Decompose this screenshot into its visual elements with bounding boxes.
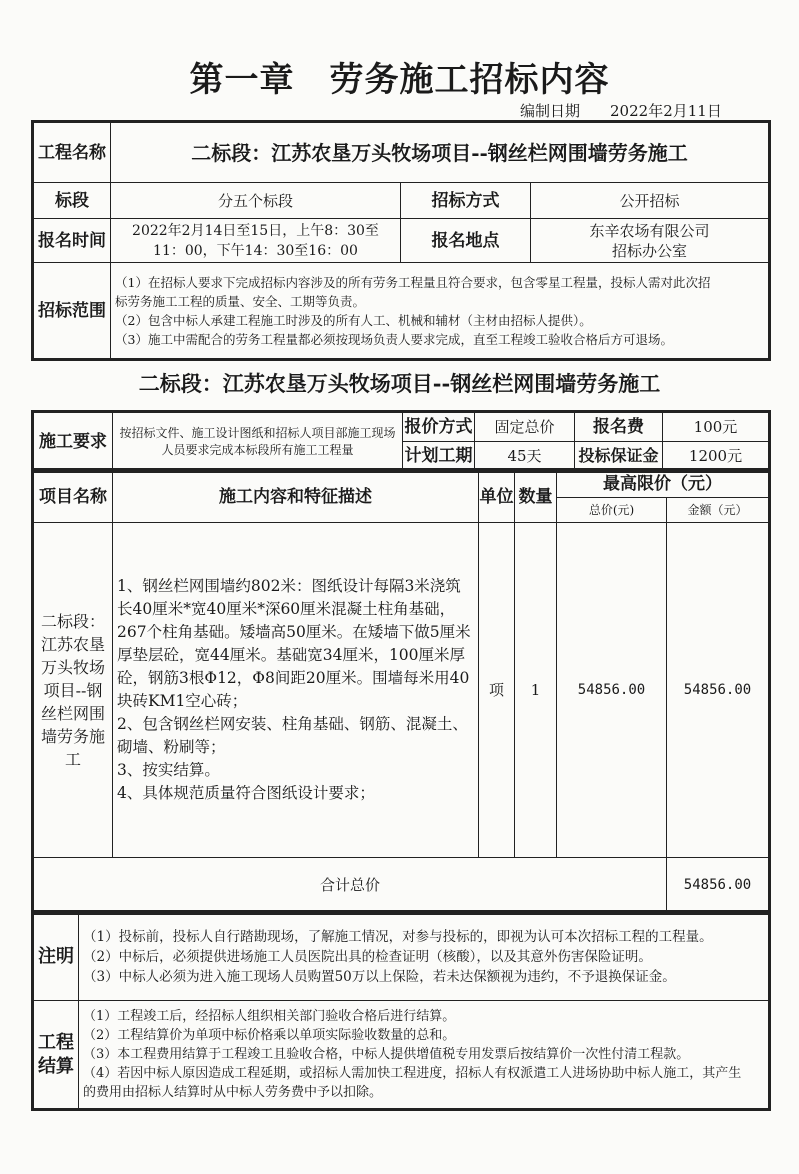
table-row bbox=[34, 523, 769, 858]
row-desc bbox=[113, 523, 479, 858]
scope-item: 标劳务施工工程的质量、安全、工期等负责。 bbox=[115, 293, 366, 309]
note-item: （3）中标人必须为进入施工现场人员购置50万以上保险，若未达保额视为违约，不予退换保证金。 bbox=[83, 968, 676, 985]
method-label: 招标方式 bbox=[401, 183, 531, 219]
settle-list bbox=[79, 1001, 769, 1109]
section-heading: 二标段：江苏农垦万头牧场项目--钢丝栏网围墙劳务施工 bbox=[138, 371, 661, 396]
settle-label: 工程结算 bbox=[34, 1001, 79, 1109]
settle-item: （4）若因中标人原因造成工程延期，或招标人需加快工程进度，招标人有权派遣工人进场协助中标人施工，其产生 bbox=[83, 1066, 742, 1081]
quote-value: 固定总价 bbox=[475, 413, 575, 442]
row-unit: 项 bbox=[479, 523, 515, 858]
header-unit: 单位 bbox=[479, 471, 515, 523]
compile-date bbox=[520, 100, 752, 121]
requirement-text bbox=[113, 413, 403, 471]
signup-place-line2: 招标办公室 bbox=[612, 241, 688, 260]
desc-item: 1、钢丝栏网围墙约802米：图纸设计每隔3米浇筑长40厘米*宽40厘米*深60厘米混凝土柱角基础，267个柱角基础。矮墙高50厘米。在矮墙下做5厘米厚垫层砼，宽44厘米。基础宽34厘米，100厘米厚砼，钢筋3根Φ12，Φ8间距20厘米。围墙每米用40块砖KM1空心砖； bbox=[117, 577, 471, 710]
settle-item: （2）工程结算价为单项中标价格乘以单项实际验收数量的总和。 bbox=[83, 1028, 456, 1043]
scope-item: （3）施工中需配合的劳务工程量都必须按现场负责人要求完成，直至工程竣工验收合格后方可退场。 bbox=[115, 331, 673, 347]
items-table bbox=[33, 470, 769, 913]
header-desc: 施工内容和特征描述 bbox=[113, 471, 479, 523]
section-label: 标段 bbox=[34, 183, 111, 219]
requirement-line1: 按招标文件、施工设计图纸和招标人项目部施工现场 bbox=[119, 425, 396, 440]
settle-item: 的费用由招标人结算时从中标人劳务费中予以扣除。 bbox=[83, 1085, 383, 1100]
desc-item: 2、包含钢丝栏网安装、柱角基础、钢筋、混凝土、砌墙、粉刷等； bbox=[117, 715, 468, 756]
scope-item: （2）包含中标人承建工程施工时涉及的所有人工、机械和辅材（主材由招标人提供）。 bbox=[115, 312, 592, 328]
period-label: 计划工期 bbox=[403, 442, 475, 471]
header-qty: 数量 bbox=[515, 471, 557, 523]
project-name-label: 工程名称 bbox=[34, 123, 111, 183]
project-name: 二标段：江苏农垦万头牧场项目--钢丝栏网围墙劳务施工 bbox=[111, 123, 769, 183]
period-value: 45天 bbox=[475, 442, 575, 471]
requirements-table bbox=[33, 412, 769, 471]
settle-item: （3）本工程费用结算于工程竣工且验收合格，中标人提供增值税专用发票后按结算价一次性付清工程款。 bbox=[83, 1047, 690, 1062]
note-item: （1）投标前，投标人自行踏勘现场，了解施工情况，对参与投标的，即视为认可本次招标工程的工程量。 bbox=[83, 928, 713, 945]
signup-time-line1: 2022年2月14日至15日，上午8：30至 bbox=[132, 222, 379, 239]
fee-value: 100元 bbox=[663, 413, 769, 442]
desc-item: 3、按实结算。 bbox=[117, 761, 220, 779]
info-table bbox=[33, 122, 769, 359]
signup-time-line2: 11：00，下午14：30至16：00 bbox=[153, 242, 358, 259]
scope-list bbox=[111, 263, 769, 359]
notes-table bbox=[33, 912, 769, 1109]
note-item: （2）中标后，必须提供进场施工人员医院出具的检查证明（核酸），以及其意外伤害保险证明。 bbox=[83, 948, 652, 965]
signup-time bbox=[111, 219, 401, 263]
section-value: 分五个标段 bbox=[111, 183, 401, 219]
sum-label: 合计总价 bbox=[34, 858, 667, 913]
settle-item: （1）工程竣工后，经招标人组织相关部门验收合格后进行结算。 bbox=[83, 1009, 456, 1024]
header-total: 总价(元) bbox=[557, 498, 667, 523]
signup-place bbox=[531, 219, 769, 263]
notes-list bbox=[79, 913, 769, 1001]
page-title: 第一章 劳务施工招标内容 bbox=[189, 60, 610, 100]
scope-label: 招标范围 bbox=[34, 263, 111, 359]
deposit-value: 1200元 bbox=[663, 442, 769, 471]
row-qty: 1 bbox=[515, 523, 557, 858]
sum-value: 54856.00 bbox=[667, 858, 769, 913]
requirement-line2: 人员要求完成本标段所有施工工程量 bbox=[161, 442, 354, 457]
row-item: 二标段：江苏农垦万头牧场项目--钢丝栏网围墙劳务施工 bbox=[34, 523, 113, 858]
row-amount: 54856.00 bbox=[667, 523, 769, 858]
row-total: 54856.00 bbox=[557, 523, 667, 858]
compile-date-label: 编制日期 bbox=[520, 102, 581, 120]
method-value: 公开招标 bbox=[531, 183, 769, 219]
signup-place-line1: 东辛农场有限公司 bbox=[589, 221, 710, 240]
header-item: 项目名称 bbox=[34, 471, 113, 523]
notes-label: 注明 bbox=[34, 913, 79, 1001]
quote-label: 报价方式 bbox=[403, 413, 475, 442]
deposit-label: 投标保证金 bbox=[575, 442, 663, 471]
desc-item: 4、具体规范质量符合图纸设计要求； bbox=[117, 784, 375, 802]
requirement-label: 施工要求 bbox=[34, 413, 113, 471]
compile-date-value: 2022年2月11日 bbox=[610, 102, 722, 120]
header-max-price: 最高限价（元） bbox=[557, 471, 769, 498]
header-amount: 金额（元） bbox=[667, 498, 769, 523]
signup-place-label: 报名地点 bbox=[401, 219, 531, 263]
signup-time-label: 报名时间 bbox=[34, 219, 111, 263]
fee-label: 报名费 bbox=[575, 413, 663, 442]
scope-item: （1）在招标人要求下完成招标内容涉及的所有劳务工程量且符合要求，包含零星工程量，投标人需对此次招 bbox=[115, 274, 711, 290]
